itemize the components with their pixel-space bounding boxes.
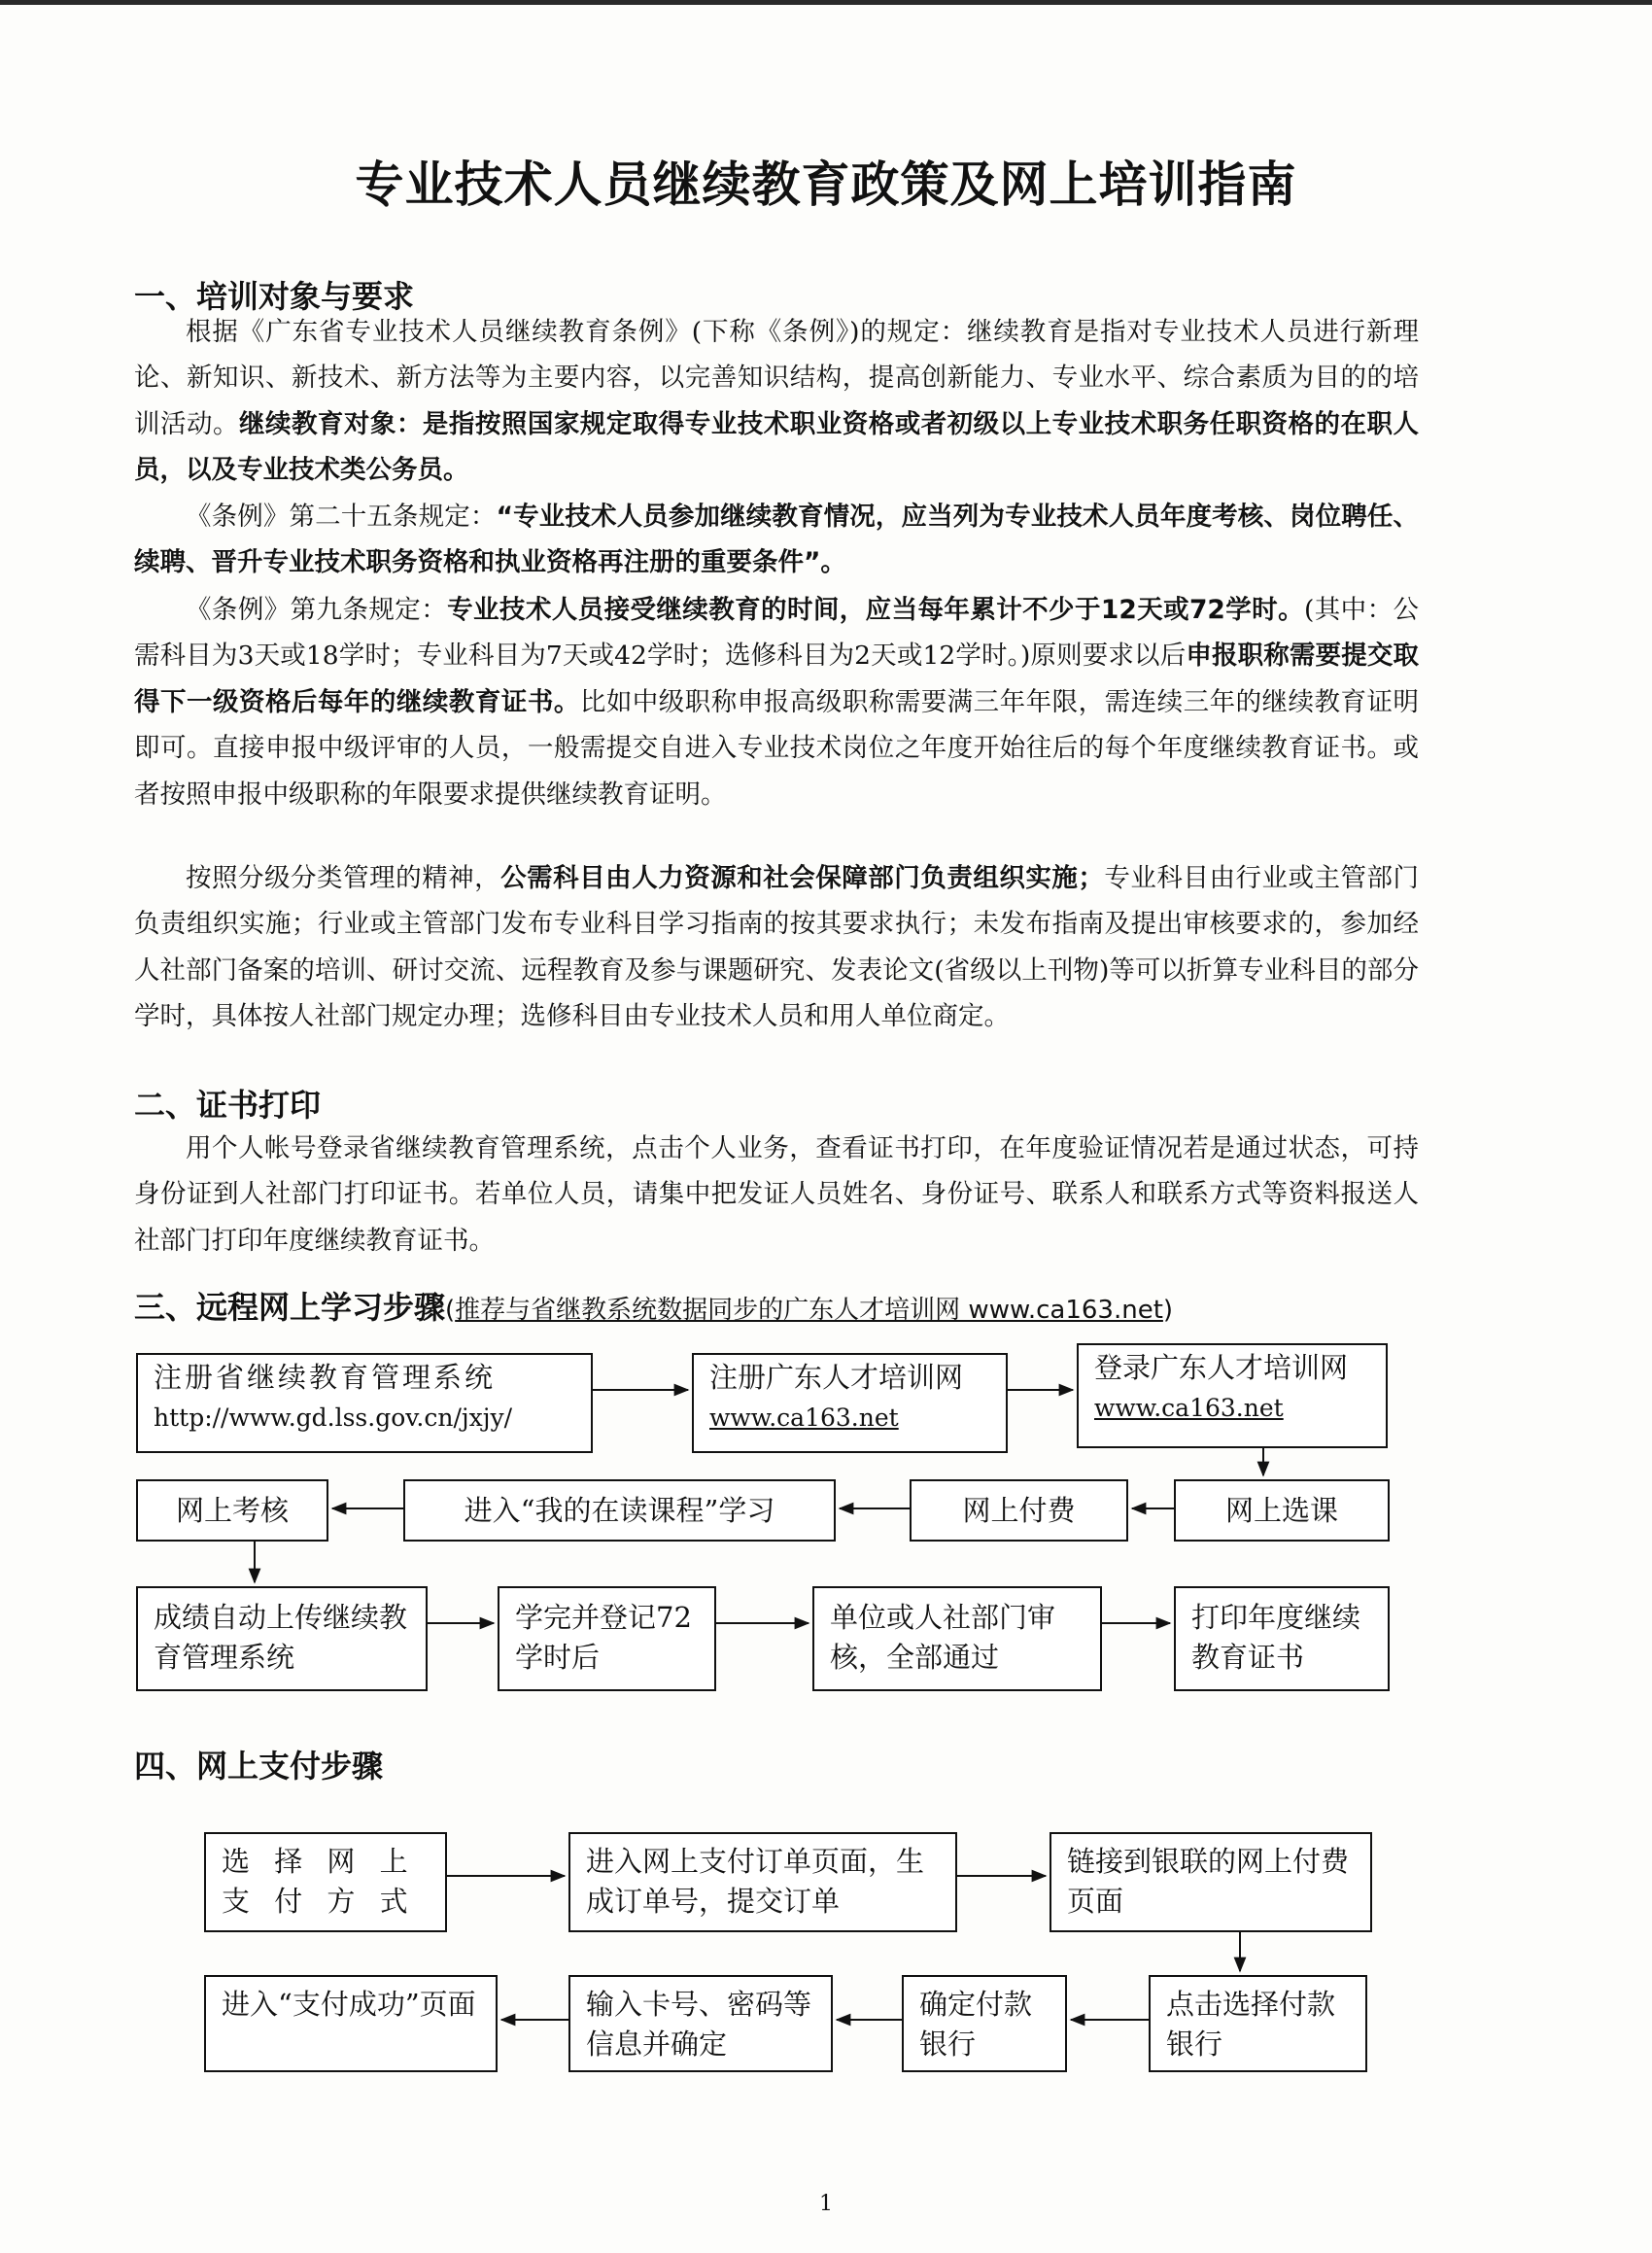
flow-step-pay-online: 网上付费	[910, 1479, 1128, 1542]
paren-open: (	[445, 1296, 456, 1325]
step-label: 注册省继续教育管理系统	[154, 1361, 497, 1394]
flow-step-print-certificate: 打印年度继续教育证书	[1174, 1586, 1390, 1691]
heading-text: 三、远程网上学习步骤	[134, 1289, 446, 1326]
flow-step-upload-scores: 成绩自动上传继续教育管理系统	[136, 1586, 428, 1691]
step-url: www.ca163.net	[1094, 1394, 1284, 1422]
paragraph-bold-text: 申报职称需要提交取得下一级资格后每年的继续教育证书。	[134, 641, 1419, 717]
paragraph-text: 《条例》第九条规定：	[186, 595, 448, 625]
pay-step-enter-card: 输入卡号、密码等信息并确定	[568, 1975, 833, 2072]
paragraph-text: (其中：公需科目为3天或18学时；专业科目为7天或42学时；选修科目为2天或12学时。)原则要求以后	[134, 595, 1419, 672]
paragraph-text: 根据《广东省专业技术人员继续教育条例》(下称《条例》)的规定：继续教育是指对专业技术人员进行新理论、新知识、新技术、新方法等为主要内容，以完善知识结构，提高创新能力、专业水平、综合素质为目的的培训活动。	[134, 317, 1419, 439]
paragraph-bold-text: “专业技术人员参加继续教育情况，应当列为专业技术人员年度考核、岗位聘任、续聘、晋升专业技术职务资格和执业资格再注册的重要条件”。	[134, 502, 1420, 578]
flow-step-register-hours: 学完并登记72学时后	[498, 1586, 716, 1691]
step-url: http://www.gd.lss.gov.cn/jxjy/	[154, 1404, 513, 1432]
flow-step-select-course: 网上选课	[1174, 1479, 1390, 1542]
page-title: 专业技术人员继续教育政策及网上培训指南	[355, 156, 1297, 213]
pay-step-submit-order: 进入网上支付订单页面，生成订单号，提交订单	[568, 1832, 957, 1932]
pay-step-choose-bank: 点击选择付款银行	[1149, 1975, 1367, 2072]
paragraph-text: 专业科目由行业或主管部门负责组织实施；行业或主管部门发布专业科目学习指南的按其要求执行；未发布指南及提出审核要求的，参加经人社部门备案的培训、研讨交流、远程教育及参与课题研究、发表论文(省级以上刊物)等可以折算专业科目的部分学时，具体按人社部门规定办理；选修科目由专业技术人员和用人单位商定。	[134, 863, 1420, 1032]
flow-step-online-exam: 网上考核	[136, 1479, 328, 1542]
pay-step-success-page: 进入“支付成功”页面	[204, 1975, 498, 2072]
pay-step-confirm-bank: 确定付款银行	[902, 1975, 1067, 2072]
step-url: www.ca163.net	[709, 1404, 899, 1432]
section-2-paragraph: 用个人帐号登录省继续教育管理系统，点击个人业务，查看证书打印，在年度验证情况若是通过状态，可持身份证到人社部门打印证书。若单位人员，请集中把发证人员姓名、身份证号、联系人和联系方式等资料报送人社部门打印年度继续教育证书。	[134, 1133, 1419, 1256]
paren-close: )	[1162, 1296, 1174, 1325]
paragraph-bold-text: 专业技术人员接受继续教育的时间，应当每年累计不少于12天或72学时。	[447, 595, 1305, 625]
flow-step-study-courses: 进入“我的在读课程”学习	[403, 1479, 836, 1542]
flow-step-review: 单位或人社部门审核，全部通过	[812, 1586, 1102, 1691]
step-label: 登录广东人才培训网	[1094, 1351, 1349, 1384]
paragraph-text: 比如中级职称申报高级职称需要满三年年限，需连续三年的继续教育证明即可。直接申报中级评审的人员，一般需提交自进入专业技术岗位之年度开始往后的每个年度继续教育证书。或者按照申报中级职称的年限要求提供继续教育证明。	[134, 686, 1420, 810]
step-label: 注册广东人才培训网	[709, 1361, 964, 1394]
section-2-heading: 二、证书打印	[134, 1087, 322, 1124]
page-number: 1	[819, 2192, 833, 2216]
paragraph-bold-text: 公需科目由人力资源和社会保障部门负责组织实施；	[500, 863, 1104, 893]
section-1-heading: 一、培训对象与要求	[134, 278, 415, 315]
pay-step-unionpay-page: 链接到银联的网上付费页面	[1050, 1832, 1372, 1932]
paragraph-text: 《条例》第二十五条规定：	[186, 502, 497, 532]
note-text: 推荐与省继教系统数据同步的广东人才培训网 www.ca163.net	[455, 1296, 1163, 1325]
section-4-heading: 四、网上支付步骤	[134, 1748, 384, 1785]
paragraph-bold-text: 继续教育对象：是指按照国家规定取得专业技术职业资格或者初级以上专业技术职务任职资格的在职人员，以及专业技术类公务员。	[134, 408, 1420, 486]
paragraph-text: 按照分级分类管理的精神，	[186, 863, 501, 893]
pay-step-choose-method: 选 择 网 上 支 付 方 式	[204, 1832, 447, 1932]
